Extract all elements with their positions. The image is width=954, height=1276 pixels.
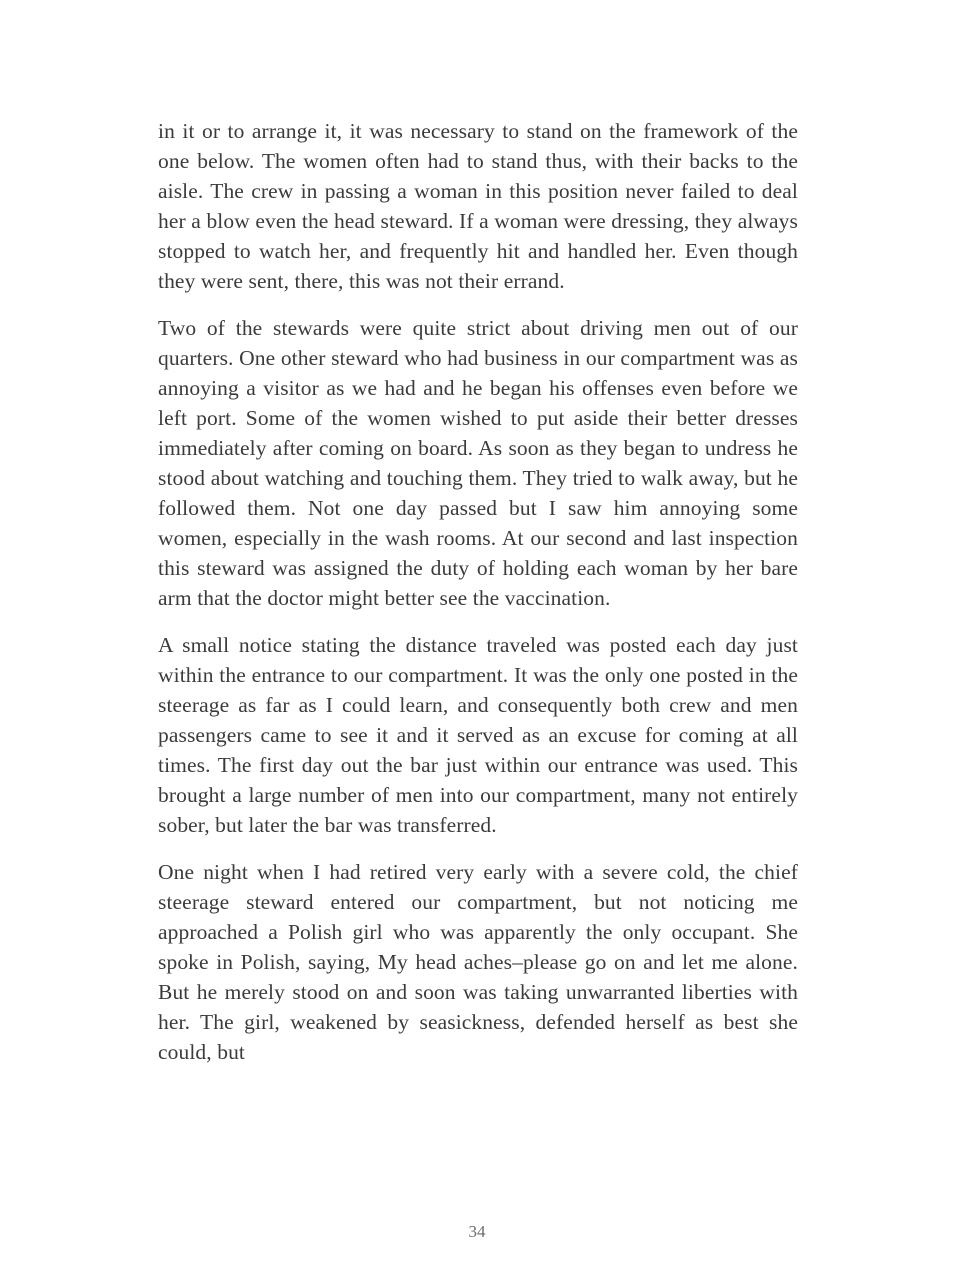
paragraph-3: A small notice stating the distance traveled was posted each day just within the entrance to our compartment. It was the only one posted in the steerage as far as I could learn, and consequently both crew and men passengers came to see it and it served as an excuse for coming at all times. The first day out the bar just within our entrance was used. This brought a large number of men into our compartment, many not entirely sober, but later the bar was transferred. (158, 633, 798, 837)
paragraph-1: in it or to arrange it, it was necessary to stand on the framework of the one below. The women often had to stand thus, with their backs to the aisle. The crew in passing a woman in this position never failed to deal her a blow even the head steward. If a woman were dressing, they always stopped to watch her, and frequently hit and handled her. Even though they were sent, there, this was not their errand. (158, 119, 798, 293)
text-block (158, 116, 798, 1084)
paragraph-4: One night when I had retired very early with a severe cold, the chief steerage steward entered our compartment, but not noticing me approached a Polish girl who was apparently the only occupant. She spoke in Polish, saying, My head aches–please go on and let me alone. But he merely stood on and soon was taking unwarranted liberties with her. The girl, weakened by seasickness, defended herself as best she could, but (158, 860, 798, 1064)
page-number: 34 (468, 1222, 486, 1241)
paragraph-2: Two of the stewards were quite strict about driving men out of our quarters. One other steward who had business in our compartment was as annoying a visitor as we had and he began his offenses even before we left port. Some of the women wished to put aside their better dresses immediately after coming on board. As soon as they began to undress he stood about watching and touching them. They tried to walk away, but he followed them. Not one day passed but I saw him annoying some women, especially in the wash rooms. At our second and last inspection this steward was assigned the duty of holding each woman by her bare arm that the doctor might better see the vaccination. (158, 316, 798, 610)
